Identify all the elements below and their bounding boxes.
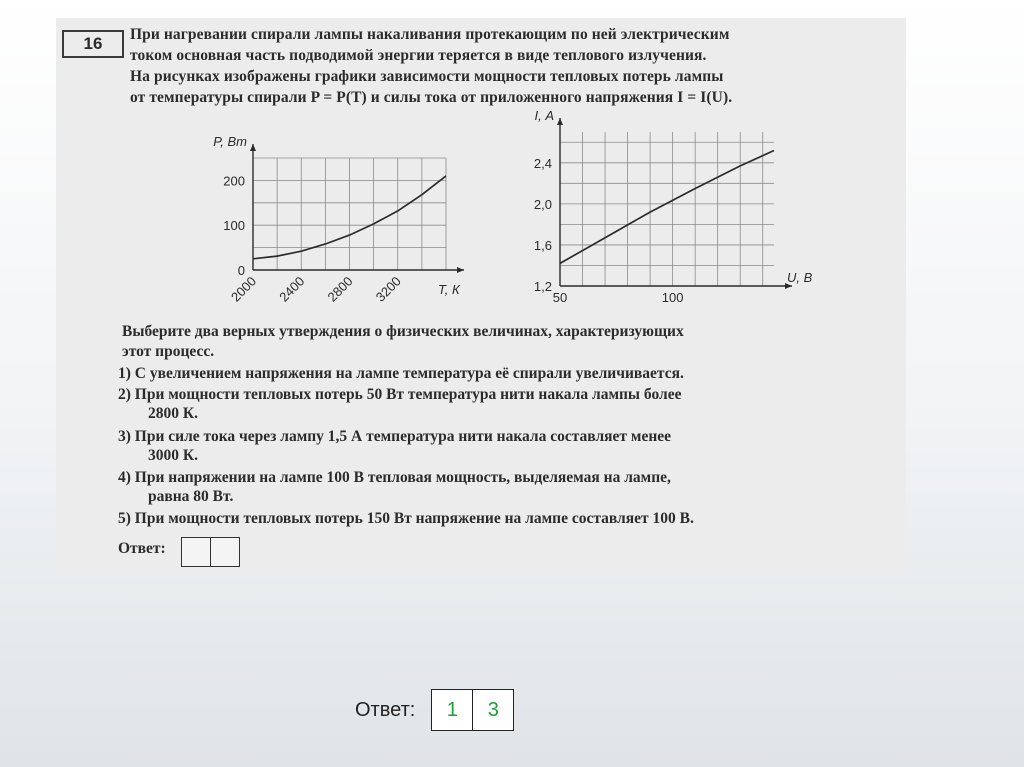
power-temperature-chart — [196, 136, 496, 316]
current-voltage-chart — [511, 108, 831, 305]
answer-cell: 1 — [431, 689, 473, 731]
answer-cells — [431, 689, 514, 731]
answer-form-label: Ответ: — [118, 540, 166, 557]
y-tick-label: 200 — [223, 173, 245, 189]
y-tick-label: 2,0 — [533, 196, 552, 212]
x-axis-label: T, К — [438, 282, 460, 297]
option-4: 4) При напряжении на лампе 100 В тепловая мощность, выделяемая на лампе, — [118, 469, 671, 486]
y-tick-label: 1,6 — [533, 237, 552, 253]
y-axis-arrow — [557, 118, 563, 125]
x-tick-label: 2800 — [324, 273, 356, 305]
option-1: 1) С увеличением напряжения на лампе температура её спирали увеличивается. — [118, 365, 684, 382]
answer-area — [355, 689, 514, 731]
intro-line: током основная часть подводимой энергии теряется в виде теплового излучения. — [130, 47, 707, 64]
intro-line: При нагревании спирали лампы накаливания протекающим по ней электрическим — [130, 26, 730, 43]
task-number: 16 — [62, 30, 124, 58]
y-tick-label: 2,4 — [533, 155, 552, 171]
x-tick-label: 50 — [552, 290, 568, 305]
answer-cell: 3 — [473, 689, 514, 731]
option-3: 3) При силе тока через лампу 1,5 А температура нити накала составляет менее — [118, 428, 672, 445]
question-line: этот процесс. — [122, 343, 215, 360]
y-tick-label: 1,2 — [533, 279, 552, 294]
question-line: Выберите два верных утверждения о физических величинах, характеризующих — [122, 323, 684, 340]
x-axis-arrow — [457, 267, 464, 273]
series-line — [560, 151, 774, 264]
task-scan — [56, 18, 906, 574]
x-tick-label: 2400 — [276, 273, 308, 305]
option-4-cont: равна 80 Вт. — [148, 488, 234, 505]
intro-line: от температуры спирали P = P(T) и силы тока от приложенного напряжения I = I(U). — [130, 89, 733, 106]
intro-line: На рисунках изображены графики зависимости мощности тепловых потерь лампы — [130, 68, 724, 85]
answer-form-boxes — [181, 537, 240, 567]
y-axis-arrow — [250, 144, 256, 151]
answer-form-box[interactable] — [211, 537, 240, 567]
y-tick-label: 100 — [223, 218, 245, 234]
option-2-cont: 2800 К. — [148, 405, 198, 422]
answer-label: Ответ: — [355, 698, 416, 721]
y-axis-label: I, А — [534, 108, 554, 123]
x-tick-label: 100 — [661, 290, 684, 305]
y-tick-label: 0 — [237, 263, 245, 278]
y-axis-label: P, Вт — [213, 134, 247, 149]
x-tick-label: 2000 — [228, 273, 260, 305]
answer-form-box[interactable] — [181, 537, 211, 567]
x-tick-label: 3200 — [372, 273, 404, 305]
option-5: 5) При мощности тепловых потерь 150 Вт напряжение на лампе составляет 100 В. — [118, 510, 694, 527]
option-3-cont: 3000 К. — [148, 447, 198, 464]
option-2: 2) При мощности тепловых потерь 50 Вт температура нити накала лампы более — [118, 386, 682, 403]
x-axis-label: U, В — [787, 270, 813, 285]
